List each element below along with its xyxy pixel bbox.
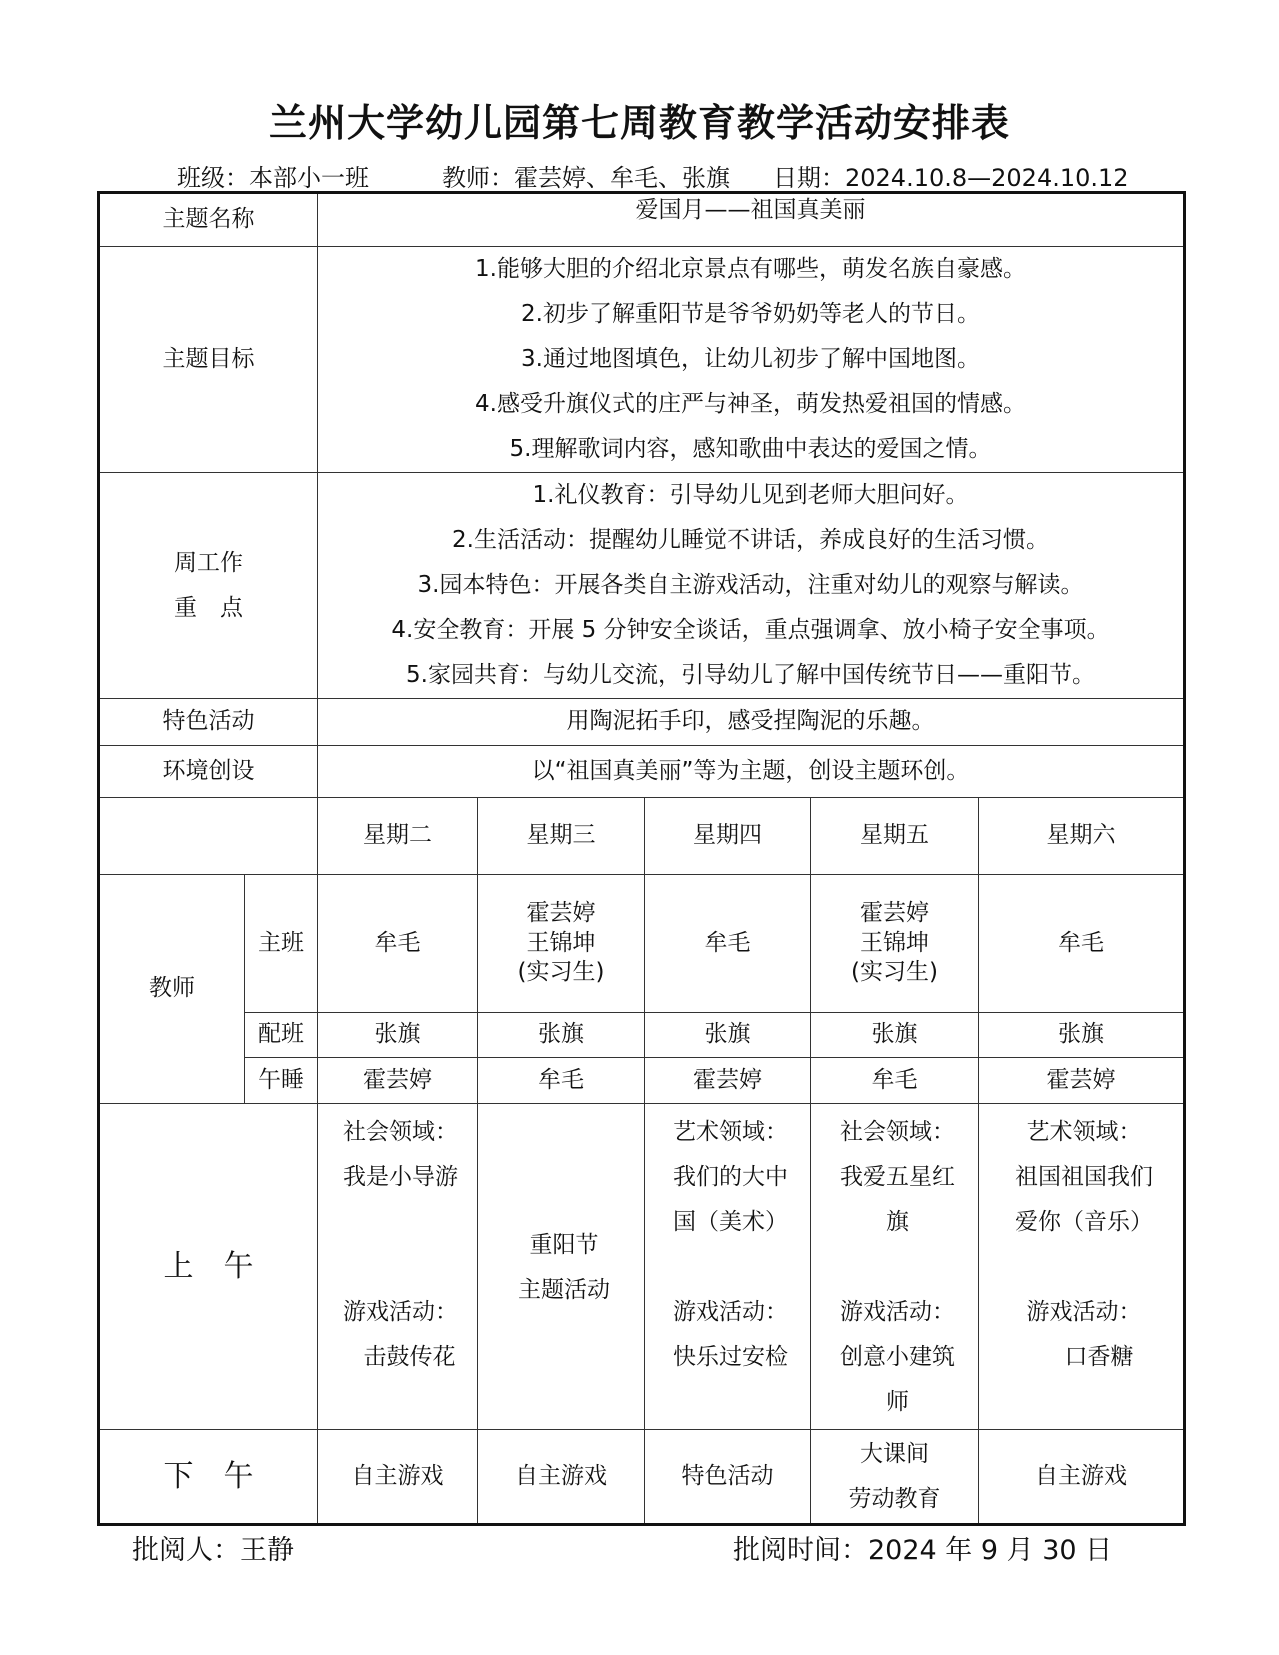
assist-teacher-cell: 张旗 — [979, 1013, 1185, 1058]
afternoon-text: 自主游戏 — [515, 1463, 607, 1489]
focus-item: 5.家园共育：与幼儿交流，引导幼儿了解中国传统节日——重阳节。 — [406, 662, 1095, 688]
activity-text: 重阳节 — [529, 1231, 599, 1258]
schedule-table — [97, 191, 1186, 1526]
nap-teacher-cell: 霍芸婷 — [318, 1058, 478, 1104]
page-title: 兰州大学幼儿园第七周教育教学活动安排表 — [268, 101, 1010, 145]
nap-teacher-row — [99, 1058, 1185, 1104]
main-teacher-cell — [478, 875, 645, 1013]
morning-cell-wed — [478, 1104, 645, 1430]
activity-text: 主题活动 — [518, 1276, 610, 1303]
special-value: 用陶泥拓手印，感受捏陶泥的乐趣。 — [318, 699, 1185, 746]
focus-label-line2: 重 点 — [174, 594, 243, 621]
assist-teacher-cell: 张旗 — [645, 1013, 811, 1058]
activity-text: 我爱五星红 — [840, 1164, 955, 1190]
game-text: 快乐过安检 — [673, 1344, 788, 1370]
nap-teacher-cell: 牟毛 — [811, 1058, 979, 1104]
goal-item: 4.感受升旗仪式的庄严与神圣，萌发热爱祖国的情感。 — [475, 391, 1026, 417]
afternoon-cell — [645, 1430, 811, 1525]
teacher-name: 牟毛 — [1058, 929, 1104, 956]
morning-label: 上 午 — [99, 1104, 318, 1430]
days-header-row — [99, 798, 1185, 875]
morning-row — [99, 1104, 1185, 1430]
review-time: 批阅时间：2024 年 9 月 30 日 — [733, 1535, 1113, 1566]
date-info: 日期：2024.10.8—2024.10.12 — [773, 164, 1129, 192]
day-header: 星期二 — [318, 798, 478, 875]
focus-item: 4.安全教育：开展 5 分钟安全谈话，重点强调拿、放小椅子安全事项。 — [391, 617, 1110, 643]
focus-list — [318, 473, 1185, 699]
focus-item: 2.生活活动：提醒幼儿睡觉不讲话，养成良好的生活习惯。 — [452, 527, 1049, 553]
teachers-info: 教师：霍芸婷、牟毛、张旗 — [442, 164, 730, 192]
game-text: 创意小建筑 — [840, 1344, 955, 1370]
special-label: 特色活动 — [99, 699, 318, 746]
domain-label: 社会领域： — [343, 1119, 458, 1145]
day-header: 星期六 — [979, 798, 1185, 875]
afternoon-label: 下 午 — [99, 1430, 318, 1525]
afternoon-text: 大课间 — [860, 1440, 929, 1467]
environment-row — [99, 746, 1185, 798]
day-header: 星期四 — [645, 798, 811, 875]
teacher-name: 霍芸婷 — [860, 899, 929, 926]
activity-text: 旗 — [886, 1209, 909, 1235]
focus-label-line1: 周工作 — [174, 549, 243, 576]
afternoon-text: 特色活动 — [681, 1463, 774, 1489]
domain-label: 艺术领域： — [1026, 1119, 1142, 1145]
focus-label — [99, 473, 318, 699]
goals-row — [99, 247, 1185, 473]
domain-label: 艺术领域： — [673, 1119, 788, 1145]
teacher-note: (实习生) — [517, 959, 605, 986]
main-teacher-cell — [979, 875, 1185, 1013]
main-teacher-cell — [811, 875, 979, 1013]
focus-item: 1.礼仪教育：引导幼儿见到老师大胆问好。 — [532, 482, 969, 508]
morning-cell-sat — [979, 1104, 1185, 1430]
game-text: 师 — [886, 1389, 909, 1415]
morning-cell-tue — [318, 1104, 478, 1430]
activity-text: 祖国祖国我们 — [1015, 1164, 1153, 1190]
goals-list — [318, 247, 1185, 473]
nap-teacher-cell: 牟毛 — [478, 1058, 645, 1104]
game-text: 击鼓传花 — [363, 1344, 456, 1370]
afternoon-row — [99, 1430, 1185, 1525]
game-text: 口香糖 — [1064, 1344, 1134, 1370]
nap-teacher-cell: 霍芸婷 — [979, 1058, 1185, 1104]
afternoon-cell — [318, 1430, 478, 1525]
nap-teacher-cell: 霍芸婷 — [645, 1058, 811, 1104]
activity-text: 我们的大中 — [673, 1164, 788, 1190]
main-teacher-label: 主班 — [245, 875, 318, 1013]
environment-label: 环境创设 — [99, 746, 318, 798]
game-label: 游戏活动： — [840, 1299, 955, 1325]
activity-text: 我是小导游 — [343, 1164, 458, 1190]
day-header: 星期五 — [811, 798, 979, 875]
teacher-section-label: 教师 — [99, 875, 245, 1104]
teacher-name: 牟毛 — [374, 929, 421, 956]
day-header: 星期三 — [478, 798, 645, 875]
goal-item: 5.理解歌词内容，感知歌曲中表达的爱国之情。 — [509, 436, 992, 462]
goals-label: 主题目标 — [99, 247, 318, 473]
game-label: 游戏活动： — [1026, 1299, 1142, 1325]
assist-teacher-cell: 张旗 — [478, 1013, 645, 1058]
goal-item: 2.初步了解重阳节是爷爷奶奶等老人的节日。 — [521, 301, 980, 327]
domain-label: 社会领域： — [840, 1119, 955, 1145]
afternoon-text: 劳动教育 — [848, 1485, 941, 1512]
game-label: 游戏活动： — [343, 1299, 458, 1325]
theme-label: 主题名称 — [99, 193, 318, 247]
afternoon-cell — [478, 1430, 645, 1525]
teacher-name: 王锦坤 — [860, 929, 929, 956]
main-teacher-row — [99, 875, 1185, 1013]
assist-teacher-cell: 张旗 — [318, 1013, 478, 1058]
teacher-note: (实习生) — [851, 959, 938, 986]
focus-row — [99, 473, 1185, 699]
assist-teacher-row — [99, 1013, 1185, 1058]
teacher-name: 牟毛 — [704, 929, 751, 956]
goal-item: 3.通过地图填色，让幼儿初步了解中国地图。 — [521, 346, 980, 372]
class-info: 班级：本部小一班 — [177, 164, 369, 192]
theme-row — [99, 193, 1185, 247]
activity-text: 国（美术） — [673, 1209, 788, 1235]
goal-item: 1.能够大胆的介绍北京景点有哪些，萌发名族自豪感。 — [475, 256, 1026, 282]
teacher-name: 霍芸婷 — [526, 899, 596, 926]
focus-item: 3.园本特色：开展各类自主游戏活动，注重对幼儿的观察与解读。 — [417, 572, 1084, 598]
afternoon-cell — [979, 1430, 1185, 1525]
afternoon-text: 自主游戏 — [1035, 1463, 1127, 1489]
assist-teacher-label: 配班 — [245, 1013, 318, 1058]
theme-value: 爱国月——祖国真美丽 — [318, 193, 1185, 247]
reviewer: 批阅人：王静 — [132, 1535, 294, 1566]
corner-cell — [99, 798, 318, 875]
afternoon-cell — [811, 1430, 979, 1525]
assist-teacher-cell: 张旗 — [811, 1013, 979, 1058]
morning-cell-thu — [645, 1104, 811, 1430]
activity-text: 爱你（音乐） — [1015, 1209, 1153, 1235]
environment-value: 以“祖国真美丽”等为主题，创设主题环创。 — [318, 746, 1185, 798]
main-teacher-cell — [645, 875, 811, 1013]
morning-cell-fri — [811, 1104, 979, 1430]
nap-teacher-label: 午睡 — [245, 1058, 318, 1104]
teacher-name: 王锦坤 — [526, 929, 596, 956]
afternoon-text: 自主游戏 — [351, 1463, 444, 1489]
main-teacher-cell — [318, 875, 478, 1013]
special-row — [99, 699, 1185, 746]
game-label: 游戏活动： — [673, 1299, 788, 1325]
